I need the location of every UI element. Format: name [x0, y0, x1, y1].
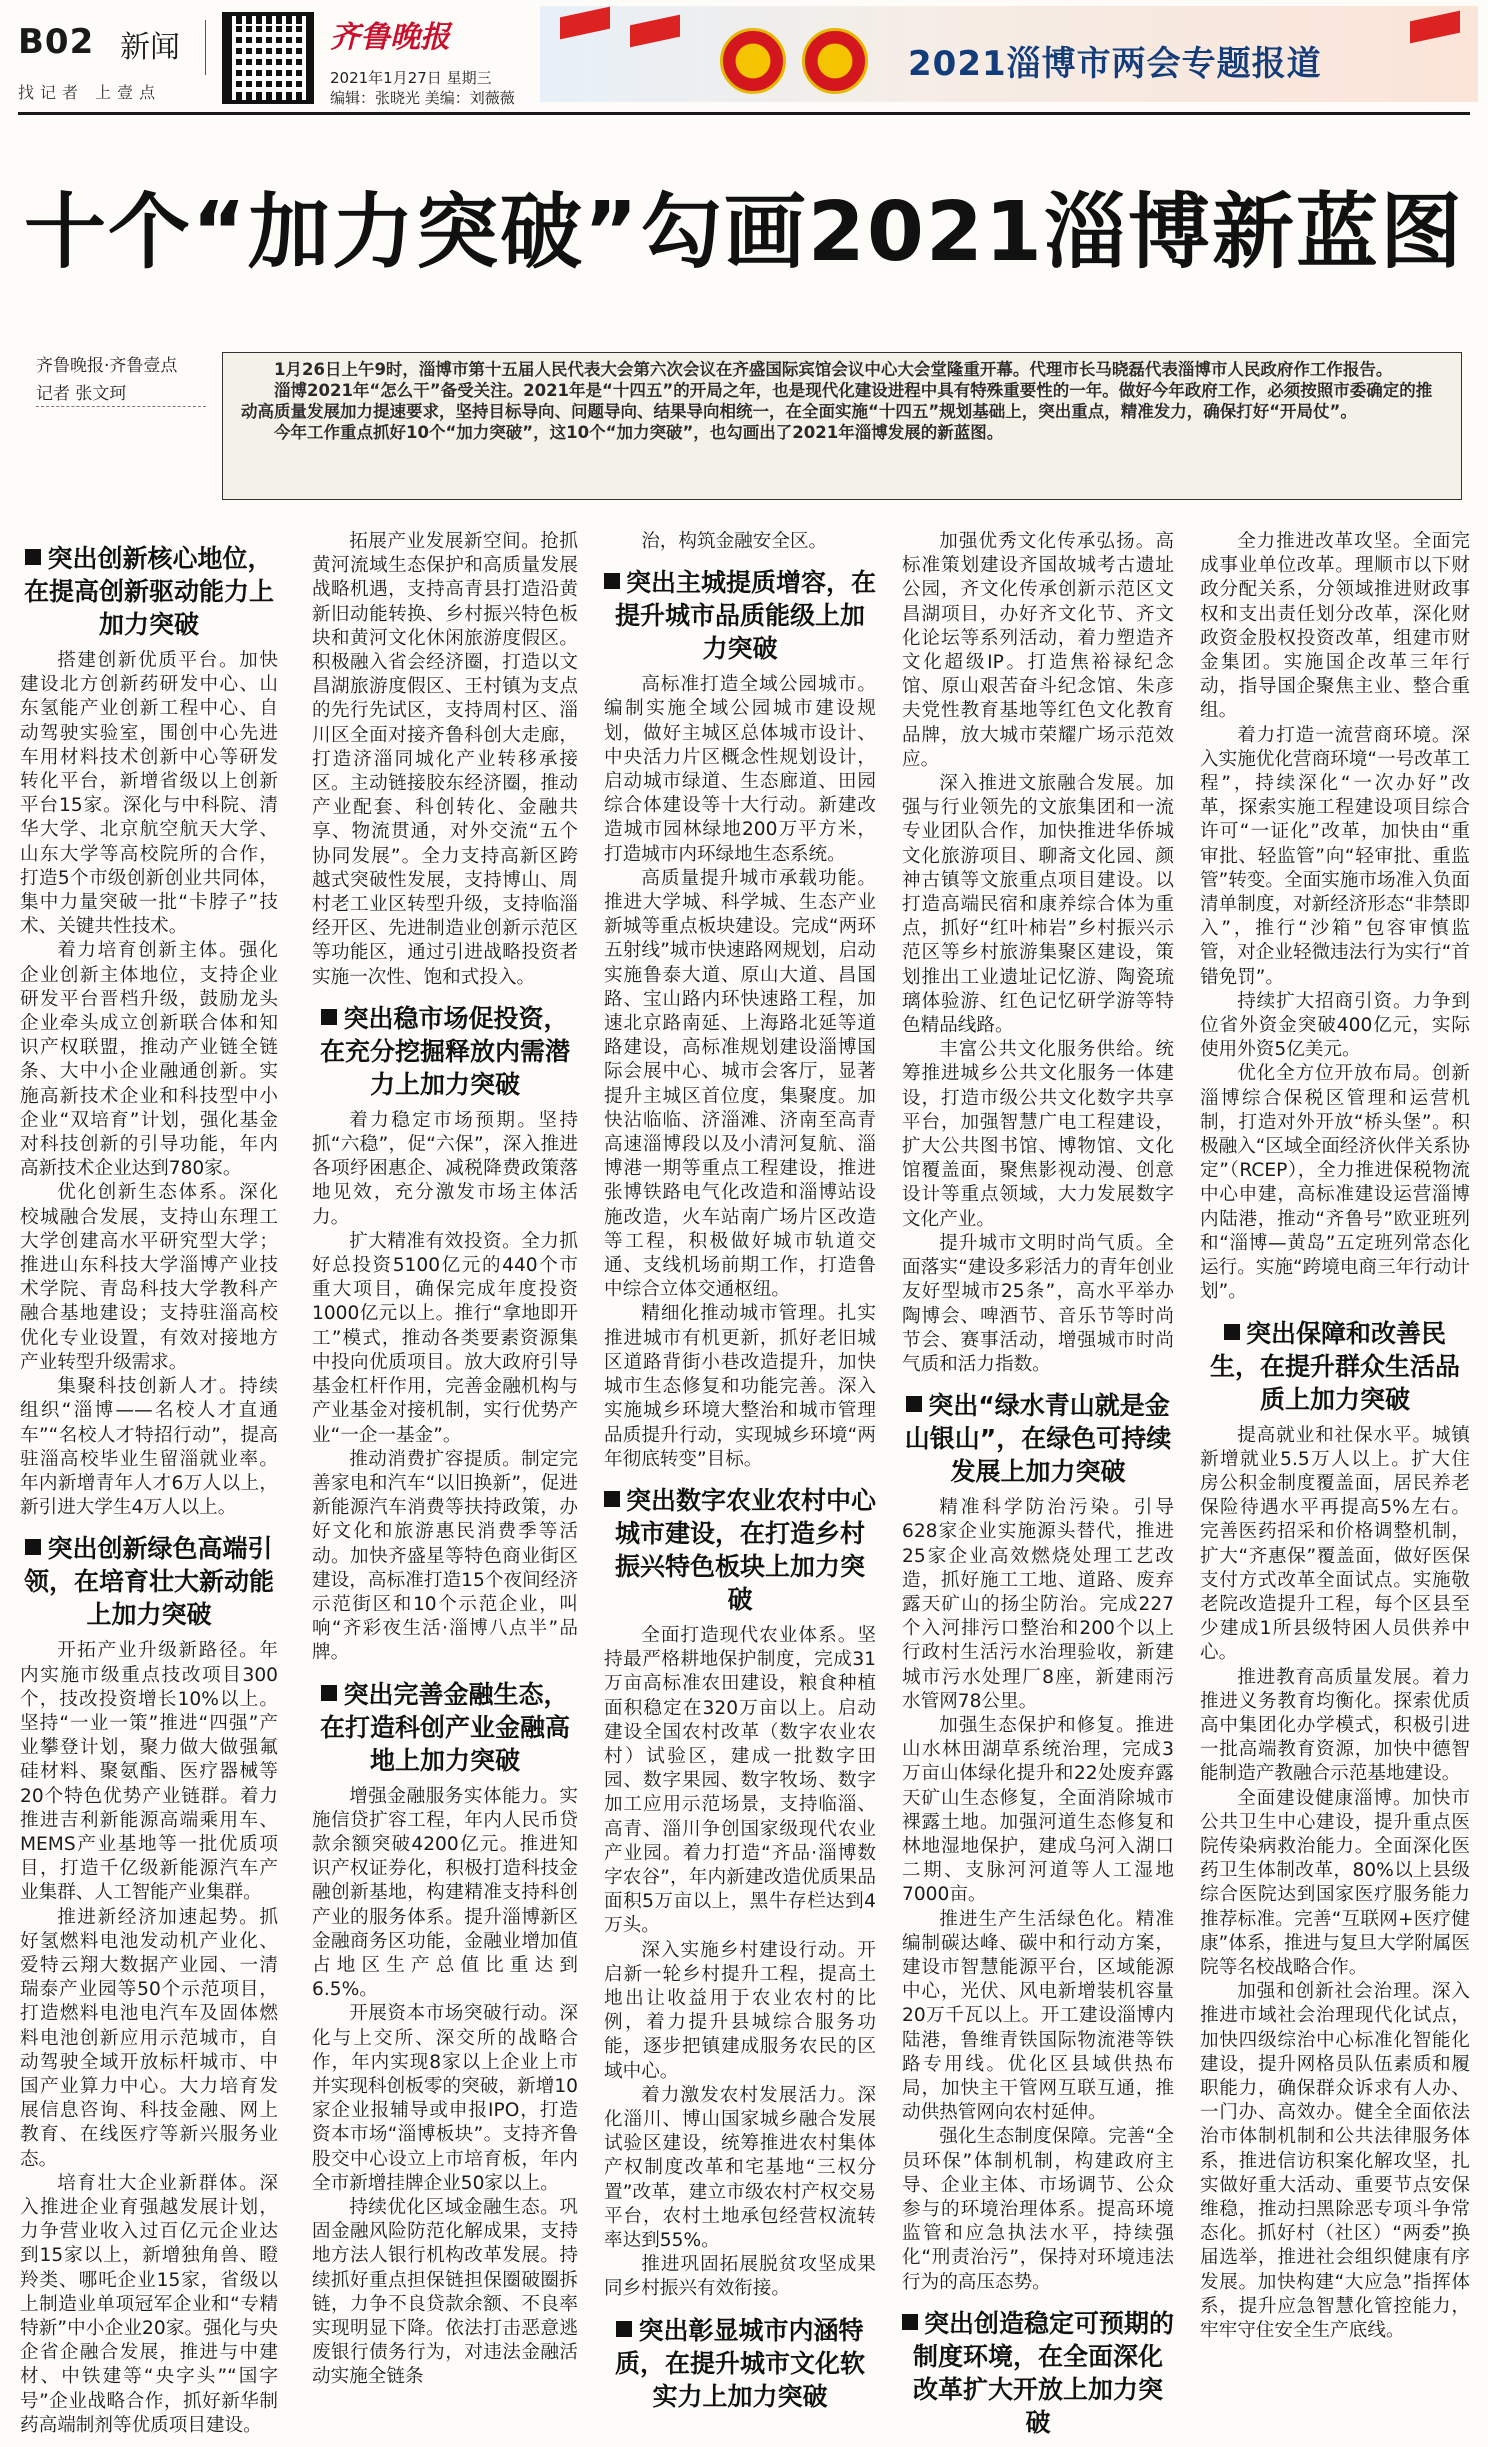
text-column-3 — [604, 530, 876, 2421]
masthead-divider — [205, 20, 206, 75]
body-paragraph: 着力稳定市场预期。坚持抓“六稳”，促“六保”，深入推进各项纾困惠企、减税降费政策落地见效，充分激发市场主体活力。 — [312, 1109, 578, 1228]
section-heading-text: 突出彰显城市内涵特质，在提升城市文化软实力上加力突破 — [614, 2315, 865, 2411]
editor-credit: 编辑：张晓光 美编：刘薇薇 — [330, 89, 515, 107]
lead-paragraph: 今年工作重点抓好10个“加力突破”，这10个“加力突破”，也勾画出了2021年淄博发展的新蓝图。 — [274, 423, 1004, 442]
body-paragraph: 丰富公共文化服务供给。统筹推进城乡公共文化服务一体建设，打造市级公共文化数字共享平台，加强智慧广电工程建设，扩大公共图书馆、博物馆、文化馆覆盖面，聚焦影视动漫、创意设计等重点领域，大力发展数字文化产业。 — [902, 1039, 1174, 1230]
text-column-5 — [1200, 530, 1470, 2343]
body-paragraph: 持续优化区域金融生态。巩固金融风险防范化解成果，支持地方法人银行机构改革发展。持续抓好重点担保链担保圈破圈拆链，力争不良贷款余额、不良率实现明显下降。依法打击恶意逃废银行债务行为，对违法金融活动实施全链条 — [312, 2196, 578, 2388]
body-paragraph: 推进教育高质量发展。着力推进义务教育均衡化。探索优质高中集团化办学模式，积极引进一批高端教育资源，加快中德智能制造产教融合示范基地建设。 — [1200, 1666, 1470, 1785]
section-heading-text: 突出创新绿色高端引领，在培育壮大新动能上加力突破 — [23, 1534, 274, 1630]
text-column-1 — [20, 530, 278, 2438]
national-emblem-icon — [720, 28, 786, 94]
lead-box — [222, 352, 1462, 500]
body-paragraph: 开展资本市场突破行动。深化与上交所、深交所的战略合作，年内实现8家以上企业上市并实现科创板零的突破，新增10家企业报辅导或申报IPO，打造资本市场“淄博板块”。支持齐鲁股交中心设立上市培育板，年内全市新增挂牌企业50家以上。 — [312, 2003, 578, 2194]
body-paragraph: 精细化推动城市管理。扎实推进城市有机更新，抓好老旧城区道路背街小巷改造提升，加快城市生态修复和功能完善。深入实施城乡环境大整治和城市管理品质提升行动，实现城乡环境“两年彻底转变”目标。 — [604, 1303, 876, 1470]
body-paragraph: 优化创新生态体系。深化校城融合发展，支持山东理工大学创建高水平研究型大学；推进山东科技大学淄博产业技术学院、青岛科技大学教科产融合基地建设；支持驻淄高校优化专业设置，有效对接地方产业转型升级需求。 — [20, 1182, 278, 1373]
body-paragraph: 着力培育创新主体。强化企业创新主体地位，支持企业研发平台晋档升级，鼓励龙头企业牵头成立创新联合体和知识产权联盟，推动产业链全链条、大中小企业融通创新。实施高新技术企业和科技型中小企业“双培育”计划，强化基金对科技创新的引导功能，年内高新技术企业达到780家。 — [20, 940, 278, 1180]
body-paragraph: 开拓产业升级新路径。年内实施市级重点技改项目300个，技改投资增长10%以上。坚持“一业一策”推进“四强”产业攀登计划，聚力做大做强氟硅材料、聚氨酯、医疗器械等20个特色优势产业链群。着力推进吉利新能源高端乘用车、MEMS产业基地等一批优质项目，打造千亿级新能源汽车产业集群、人工智能产业集群。 — [20, 1640, 278, 1904]
section-heading-text: 突出数字农业农村中心城市建设，在打造乡村振兴特色板块上加力突破 — [614, 1485, 877, 1614]
section-heading-text: 突出主城提质增容，在提升城市品质能级上加力突破 — [614, 568, 877, 664]
heading-square-icon — [604, 1491, 620, 1507]
body-paragraph: 加强优秀文化传承弘扬。高标准策划建设齐国故城考古遗址公园，齐文化传承创新示范区文昌湖项目，办好齐文化节、齐文化论坛等系列活动，着力塑造齐文化超级IP。打造焦裕禄纪念馆、原山艰苦奋斗纪念馆、朱彦夫党性教育基地等红色文化教育品牌，放大城市荣耀广场示范效应。 — [902, 531, 1174, 770]
body-paragraph: 加强生态保护和修复。推进山水林田湖草系统治理，完成3万亩山体绿化提升和22处废弃露天矿山生态修复，全面消除城市裸露土地。加强河道生态修复和林地湿地保护，建成乌河入湖口二期、支脉河河道等人工湿地7000亩。 — [902, 1714, 1174, 1906]
flag-icon — [630, 15, 680, 48]
heading-square-icon — [906, 1396, 922, 1412]
body-paragraph: 搭建创新优质平台。加快建设北方创新药研发中心、山东氢能产业创新工程中心、自动驾驶实验室，围创中心先进车用材料技术创新中心等研发转化平台，新增省级以上创新平台15家。深化与中科院、清华大学、北京航空航天大学、山东大学等高校院所的合作，打造5个市级创新创业共同体，集中力量突破一批“卡脖子”技术、关键共性技术。 — [20, 650, 278, 938]
body-paragraph: 着力激发农村发展活力。深化淄川、博山国家城乡融合发展试验区建设，统筹推进农村集体产权制度改革和宅基地“三权分置”改革，建立市级农村产权交易平台，农村土地承包经营权流转率达到55%。 — [604, 2084, 876, 2251]
section-heading — [604, 1484, 876, 1616]
issue-meta — [330, 68, 515, 108]
lead-paragraph: 淄博2021年“怎么干”备受关注。2021年是“十四五”的开局之年，也是现代化建设进程中具有特殊重要性的一年。做好今年政府工作，必须按照市委确定的推动高质量发展加力提速要求，坚持目标导向、问题导向、结果导向相统一，在全面实施“十四五”规划基础上，突出重点，精准发力，确保打好“开局仗”。 — [241, 381, 1433, 421]
qr-code-icon — [222, 12, 314, 104]
page-number: B02 — [18, 22, 95, 62]
section-label: 新闻 — [120, 30, 180, 65]
section-heading — [604, 566, 876, 665]
section-heading-text: 突出创造稳定可预期的制度环境，在全面深化改革扩大开放上加力突破 — [912, 2308, 1175, 2437]
issue-date: 2021年1月27日 星期三 — [330, 69, 492, 87]
heading-square-icon — [25, 549, 41, 565]
text-column-4 — [902, 530, 1174, 2447]
special-report-banner — [540, 6, 1478, 102]
flag-icon — [1410, 11, 1460, 44]
section-heading-text: 突出保障和改善民生，在提升群众生活品质上加力突破 — [1209, 1318, 1460, 1414]
tagline: 找记者 上壹点 — [18, 83, 162, 102]
section-heading — [902, 2307, 1174, 2439]
body-paragraph: 全面打造现代农业体系。坚持最严格耕地保护制度，完成31万亩高标准农田建设，粮食种植面积稳定在320万亩以上。启动建设全国农村改革（数字农业农村）试验区，建成一批数字田园、数字果园、数字牧场、数字加工应用示范场景，支持临淄、高青、淄川争创国家级现代农业产业园。着力打造“齐品·淄博数字农谷”，年内新建改造优质果品面积5万亩以上，黑牛存栏达到4万头。 — [604, 1624, 876, 1937]
section-heading — [902, 1389, 1174, 1488]
section-heading-text: 突出稳市场促投资，在充分挖掘释放内需潜力上加力突破 — [319, 1003, 570, 1099]
body-paragraph: 培育壮大企业新群体。深入推进企业育强越发展计划，力争营业收入过百亿元企业达到15家以上，新增独角兽、瞪羚类、哪吒企业15家，省级以上制造业单项冠军企业和“专精特新”中小企业20家。强化与央企省企融合发展，推进与中建材、中铁建等“央字头”“国字号”企业战略合作，抓好新华制药高端制剂等优质项目建设。 — [20, 2172, 278, 2436]
section-heading — [20, 1532, 278, 1631]
body-paragraph: 提升城市文明时尚气质。全面落实“建设多彩活力的青年创业友好型城市25条”，高水平举办陶博会、啤酒节、音乐节等时尚节会、赛事活动，增强城市时尚气质和活力指数。 — [902, 1232, 1174, 1375]
heading-square-icon — [604, 573, 620, 589]
body-paragraph: 推进生产生活绿色化。精准编制碳达峰、碳中和行动方案，建设市智慧能源平台，区域能源中心，光伏、风电新增装机容量20万千瓦以上。开工建设淄博内陆港，鲁维青铁国际物流港等铁路专用线。优化区县域供热布局，加快主干管网互联互通，推动供热管网向农村延伸。 — [902, 1908, 1174, 2124]
body-paragraph: 拓展产业发展新空间。抢抓黄河流域生态保护和高质量发展战略机遇，支持高青县打造沿黄新旧动能转换、乡村振兴特色板块和黄河文化休闲旅游度假区。积极融入省会经济圈，打造以文昌湖旅游度假区、王村镇为支点的先行先试区，支持周村区、淄川区全面对接齐鲁科创大走廊，打造济淄同城化产业转移承接区。主动链接胶东经济圈，推动产业配套、科创转化、金融共享、物流贯通，对外交流“五个协同发展”。全力支持高新区跨越式突破性发展，支持博山、周村老工业区转型升级，支持临淄经开区、先进制造业创新示范区等功能区，通过引进战略投资者实施一次性、饱和式投入。 — [312, 531, 578, 988]
text-column-2 — [312, 530, 578, 2390]
body-paragraph: 高质量提升城市承载功能。推进大学城、科学城、生态产业新城等重点板块建设。完成“两环五射线”城市快速路网规划，启动实施鲁泰大道、原山大道、昌国路、宝山路内环快速路工程，加速北京路南延、上海路北延等道路建设，高标准规划建设淄博国际会展中心、城市会客厅，显著提升主城区首位度，集聚度。加快沾临临、济淄滩、济南至高青高速淄博段以及小清河复航、淄博港一期等重点工程建设，推进张博铁路电气化改造和淄博站设施改造，火车站南广场片区改造等工程，积极做好城市轨道交通、支线机场前期工作，打造鲁中综合立体交通枢纽。 — [604, 867, 876, 1301]
section-heading-text: 突出“绿水青山就是金山银山”，在绿色可持续发展上加力突破 — [904, 1391, 1172, 1487]
masthead — [0, 0, 1488, 108]
newspaper-logo: 齐鲁晚报 — [330, 20, 450, 55]
body-paragraph: 全力推进改革攻坚。全面完成事业单位改革。理顺市以下财政分配关系，分领域推进财政事权和支出责任划分改革，深化财政资金股权投资改革，组建市财金集团。实施国企改革三年行动，指导国企聚焦主业、整合重组。 — [1200, 531, 1470, 722]
top-rule — [18, 112, 1470, 115]
heading-square-icon — [321, 1009, 337, 1025]
heading-square-icon — [616, 2321, 632, 2337]
body-paragraph: 加强和创新社会治理。深入推进市域社会治理现代化试点，加快四级综治中心标准化智能化建设，提升网格员队伍素质和履职能力，确保群众诉求有人办、一门办、高效办。健全全面依法治市体制机制和公共法律服务体系，推进信访积案化解攻坚，扎实做好重大活动、重要节点安保维稳，推动扫黑除恶专项斗争常态化。抓好村（社区）“两委”换届选举，推进社会组织健康有序发展。加快构建“大应急”指挥体系，提升应急智慧化管控能力，牢牢守住安全生产底线。 — [1200, 1981, 1470, 2342]
section-heading-text: 突出创新核心地位，在提高创新驱动能力上加力突破 — [23, 544, 274, 639]
body-paragraph: 深入推进文旅融合发展。加强与行业领先的文旅集团和一流专业团队合作，加快推进华侨城文化旅游项目、聊斋文化园、颜神古镇等文旅重点项目建设。以打造高端民宿和康养综合体为重点，抓好“红叶柿岩”乡村振兴示范区等乡村旅游集聚区建设，策划推出工业遗址记忆游、陶瓷琉璃体验游、红色记忆研学游等特色精品线路。 — [902, 773, 1174, 1037]
heading-square-icon — [25, 1539, 41, 1555]
body-paragraph: 着力打造一流营商环境。深入实施优化营商环境“一号改革工程”，持续深化“一次办好”改革，探索实施工程建设项目综合许可“一证化”改革，加快由“重审批、轻监管”向“轻审批、重监管”转变。全面实施市场准入负面清单制度，对新经济形态“非禁即入”，推行“沙箱”包容审慎监管，对企业轻微违法行为实行“首错免罚”。 — [1200, 724, 1470, 988]
byline-reporter: 记者 张文珂 — [36, 382, 206, 407]
body-paragraph: 集聚科技创新人才。持续组织“淄博——名校人才直通车”“名校人才特招行动”，提高驻淄高校毕业生留淄就业率。年内新增青年人才6万人以上，新引进大学生4万人以上。 — [20, 1376, 278, 1519]
heading-square-icon — [321, 1685, 337, 1701]
byline-outlet: 齐鲁晚报·齐鲁壹点 — [36, 356, 178, 376]
body-paragraph: 精准科学防治污染。引导628家企业实施源头替代，推进25家企业高效燃烧处理工艺改造，抓好施工工地、道路、废弃露天矿山的扬尘防治。完成227个入河排污口整治和200个以上行政村生活污水治理验收，新建城市污水处理厂8座，新建雨污水管网78公里。 — [902, 1497, 1174, 1712]
lead-paragraph: 1月26日上午9时，淄博市第十五届人民代表大会第六次会议在齐盛国际宾馆会议中心大会堂隆重开幕。代理市长马晓磊代表淄博市人民政府作工作报告。 — [274, 360, 1393, 379]
body-paragraph: 深入实施乡村建设行动。开启新一轮乡村提升工程，提高土地出让收益用于农业农村的比例，着力提升县城综合服务功能，逐步把镇建成服务农民的区域中心。 — [604, 1939, 876, 2082]
section-heading — [1200, 1317, 1470, 1416]
body-paragraph: 推动消费扩容提质。制定完善家电和汽车“以旧换新”，促进新能源汽车消费等扶持政策，办好文化和旅游惠民消费季等活动。加快齐盛星等特色商业街区建设，高标准打造15个夜间经济示范街区和10个示范企业，叫响“齐彩夜生活·淄博八点半”品牌。 — [312, 1448, 578, 1664]
body-paragraph: 提高就业和社保水平。城镇新增就业5.5万人以上。扩大住房公积金制度覆盖面，居民养老保险待遇水平再提高5%左右。完善医药招采和价格调整机制，扩大“齐惠保”覆盖面，做好医保支付方式改革全面试点。实施敬老院改造提升工程，每个区县至少建成1所县级特困人员供养中心。 — [1200, 1424, 1470, 1664]
heading-square-icon — [902, 2314, 918, 2330]
flag-icon — [560, 7, 610, 40]
section-heading — [20, 542, 278, 641]
body-paragraph: 扩大精准有效投资。全力抓好总投资5100亿元的440个市重大项目，确保完成年度投资1000亿元以上。推行“拿地即开工”模式，推动各类要素资源集中投向优质项目。放大政府引导基金杠杆作用，完善金融机构与产业基金对接机制，实行优势产业“一企一基金”。 — [312, 1230, 578, 1446]
body-paragraph: 优化全方位开放布局。创新淄博综合保税区管理和运营机制，打造对外开放“桥头堡”。积极融入“区域全面经济伙伴关系协定”（RCEP），全力推进保税物流中心申建，高标准建设运营淄博内陆港，推动“齐鲁号”欧亚班列和“淄博—黄岛”五定班列常态化运行。实施“跨境电商三年行动计划”。 — [1200, 1063, 1470, 1303]
heading-square-icon — [1224, 1324, 1240, 1340]
section-heading — [604, 2314, 876, 2413]
party-emblem-icon — [802, 28, 868, 94]
body-paragraph: 增强金融服务实体能力。实施信贷扩容工程，年内人民币贷款余额突破4200亿元。推进知识产权证券化，积极打造科技金融创新基地，构建精准支持科创产业的服务体系。提升淄博新区金融商务区功能，金融业增加值占地区生产总值比重达到6.5%。 — [312, 1785, 578, 2001]
byline — [36, 354, 216, 407]
section-heading — [312, 1002, 578, 1101]
body-paragraph: 治，构筑金融安全区。 — [641, 531, 828, 552]
section-heading-text: 突出完善金融生态，在打造科创产业金融高地上加力突破 — [319, 1679, 570, 1775]
body-paragraph: 推进新经济加速起势。抓好氢燃料电池发动机产业化、爱特云翔大数据产业园、一清瑞泰产业园等50个示范项目，打造燃料电池电汽车及固体燃料电池创新应用示范城市，自动驾驶全域开放标杆城市、中国产业算力中心。大力培育发展信息咨询、科技金融、网上教育、在线医疗等新兴服务业态。 — [20, 1906, 278, 2170]
body-paragraph: 全面建设健康淄博。加快市公共卫生中心建设，提升重点医院传染病救治能力。全面深化医药卫生体制改革，80%以上县级综合医院达到国家医疗服务能力推荐标准。完善“互联网+医疗健康”体系，推进与复旦大学附属医院等名校战略合作。 — [1200, 1787, 1470, 1978]
body-paragraph: 持续扩大招商引资。力争到位省外资金突破400亿元，实际使用外资5亿美元。 — [1200, 990, 1470, 1061]
banner-title: 2021淄博市两会专题报道 — [908, 44, 1322, 84]
body-paragraph: 强化生态制度保障。完善“全员环保”体制机制，构建政府主导、企业主体、市场调节、公众参与的环境治理体系。提高环境监管和应急执法水平，持续强化“刑责治污”，保持对环境违法行为的高压态势。 — [902, 2126, 1174, 2293]
body-paragraph: 高标准打造全域公园城市。编制实施全域公园城市建设规划，做好主城区总体城市设计、中央活力片区概念性规划设计，启动城市绿道、生态廊道、田园综合体建设等十大行动。新建改造城市园林绿地200万平方米，打造城市内环绿地生态系统。 — [604, 674, 876, 865]
body-paragraph: 推进巩固拓展脱贫攻坚成果同乡村振兴有效衔接。 — [604, 2254, 876, 2300]
section-heading — [312, 1678, 578, 1777]
headline: 十个“加力突破”勾画2021淄博新蓝图 — [23, 185, 1464, 280]
